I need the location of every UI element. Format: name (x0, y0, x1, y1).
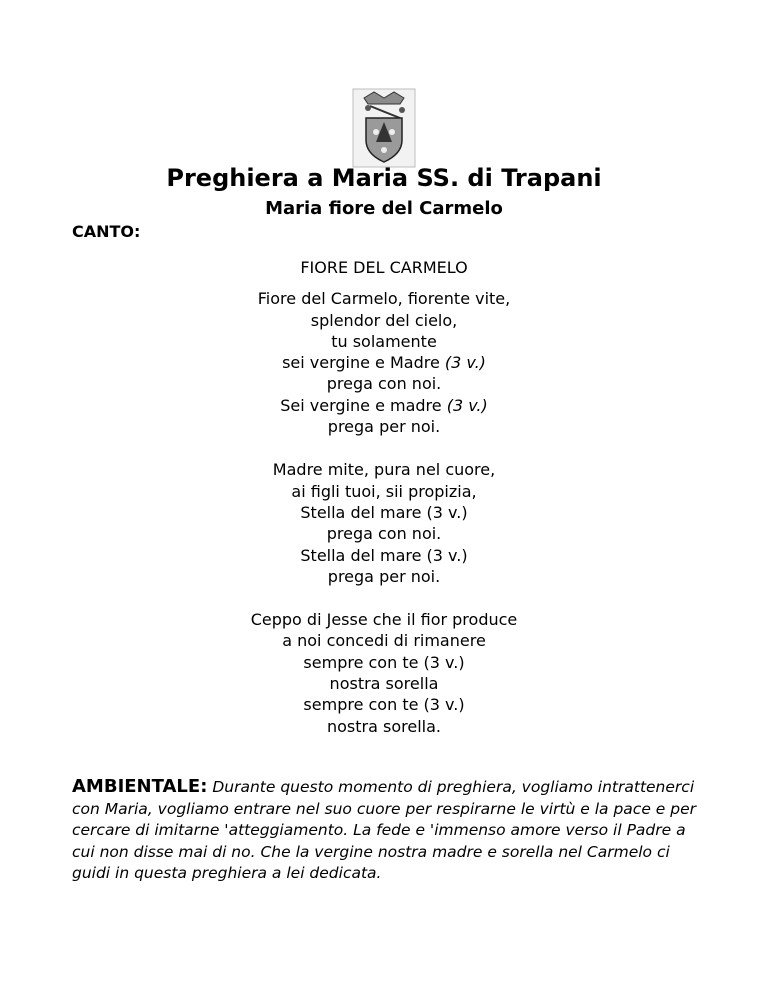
stanza-1 (0, 288, 768, 437)
carmelite-crest-icon (352, 88, 416, 168)
verse-line: prega con noi. (326, 524, 442, 544)
ambientale-paragraph (72, 776, 702, 885)
verse-line: sempre con te (3 v.) (303, 695, 465, 715)
verse-line: nostra sorella. (327, 716, 441, 736)
verse-line: Ceppo di Jesse che il fior produce (250, 610, 518, 630)
verse-line: Stella del mare (3 v.) (300, 545, 468, 565)
verse-line: prega per noi. (327, 566, 441, 586)
song-text (0, 257, 768, 759)
repeat-marker: (3 v.) (444, 353, 486, 373)
page-title: Preghiera a Maria SS. di Trapani (166, 164, 602, 192)
verse-line: Fiore del Carmelo, fiorente vite, (257, 289, 511, 309)
verse-line: prega per noi. (327, 417, 441, 437)
verse-line: sempre con te (3 v.) (303, 652, 465, 672)
verse-line: Madre mite, pura nel cuore, (272, 460, 496, 480)
verse-line: ai figli tuoi, sii propizia, (291, 481, 477, 501)
verse-line: Stella del mare (3 v.) (300, 502, 468, 522)
verse-line (0, 352, 768, 373)
verse-text: Sei vergine e madre (280, 395, 442, 415)
repeat-marker: (3 v.) (446, 395, 488, 415)
verse-line: splendor del cielo, (310, 310, 458, 330)
stanza-2 (0, 459, 768, 587)
page-subtitle: Maria fiore del Carmelo (265, 198, 503, 219)
verse-line (0, 395, 768, 416)
verse-line: prega con noi. (326, 374, 442, 394)
song-title: FIORE DEL CARMELO (300, 258, 468, 277)
ambientale-text: Durante questo momento di preghiera, vogliamo intrattenerci con Maria, vogliamo entrare nel suo cuore per respirarne le virtù e la pace e per cercare di imitarne 'atteggiamento. La fede e 'immenso amore verso il Padre a cui non disse mai di no. Che la vergine nostra madre e sorella nel Carmelo ci guidi in questa preghiera a lei dedicata. (72, 778, 696, 882)
verse-line: a noi concedi di rimanere (282, 631, 486, 651)
verse-text: sei vergine e Madre (282, 353, 440, 373)
ambientale-label: AMBIENTALE: (72, 776, 208, 797)
stanza-3 (0, 609, 768, 737)
canto-label: CANTO: (72, 222, 141, 241)
verse-line: nostra sorella (329, 674, 439, 694)
verse-line: tu solamente (331, 331, 437, 351)
